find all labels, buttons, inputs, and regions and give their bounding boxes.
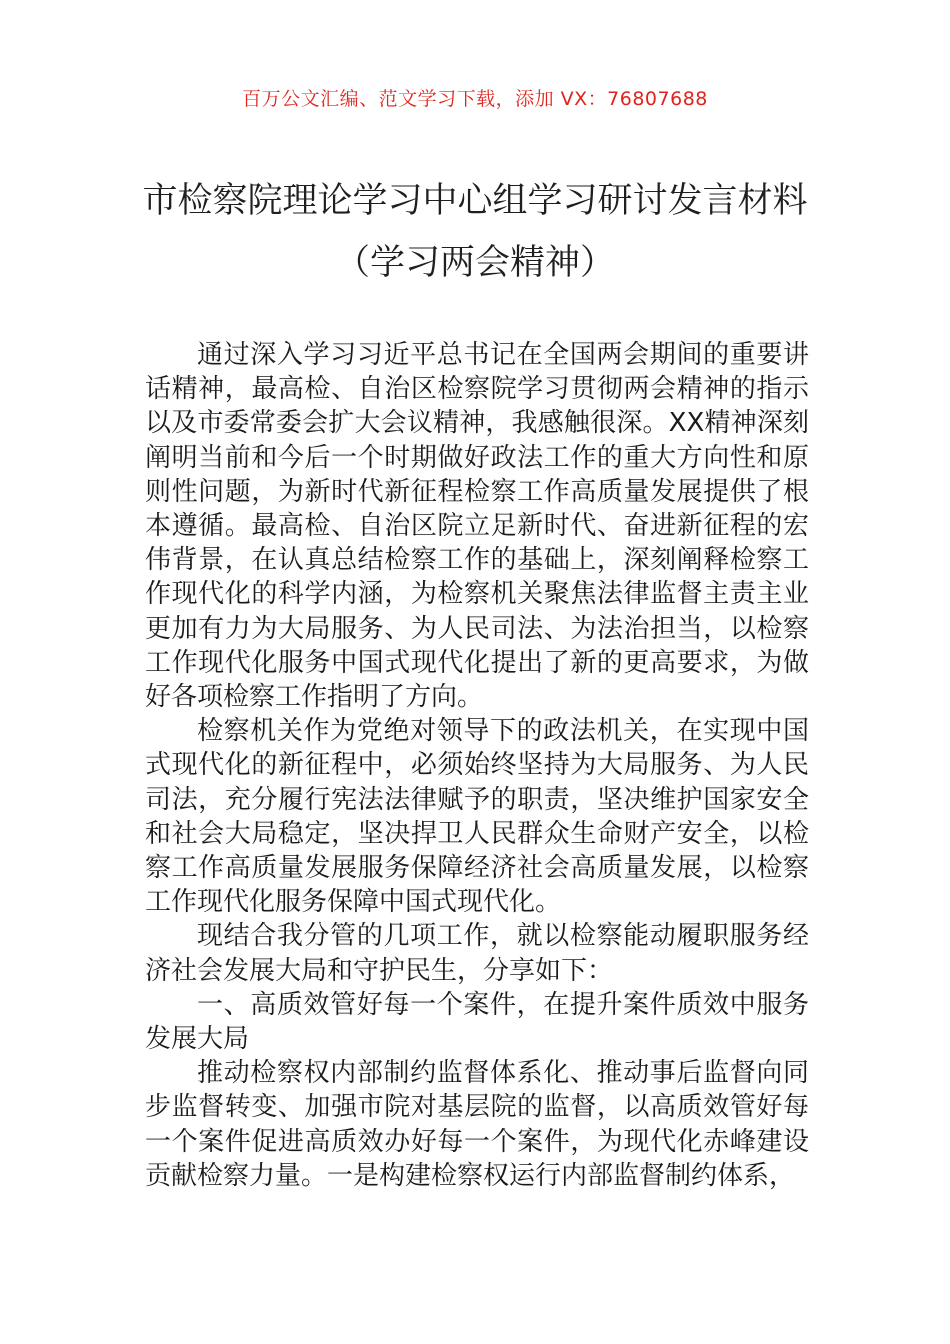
body-paragraph: 推动检察权内部制约监督体系化、推动事后监督向同步监督转变、加强市院对基层院的监督，以高质效管好每一个案件促进高质效办好每一个案件，为现代化赤峰建设贡献检察力量。一是构建检察权运行内部监督制约体系， <box>145 1058 809 1191</box>
body-paragraph: 现结合我分管的几项工作，就以检察能动履职服务经济社会发展大局和守护民生，分享如下： <box>145 921 809 986</box>
header-note: 百万公文汇编、范文学习下载，添加 VX：76807688 <box>242 88 708 110</box>
body-paragraph: 通过深入学习习近平总书记在全国两会期间的重要讲话精神，最高检、自治区检察院学习贯彻两会精神的指示以及市委常委会扩大会议精神，我感触很深。XX精神深刻阐明当前和今后一个时期做好政法工作的重大方向性和原则性问题，为新时代新征程检察工作高质量发展提供了根本遵循。最高检、自治区院立足新时代、奋进新征程的宏伟背景，在认真总结检察工作的基础上，深刻阐释检察工作现代化的科学内涵，为检察机关聚焦法律监督主责主业更加有力为大局服务、为人民司法、为法治担当，以检察工作现代化服务中国式现代化提出了新的更高要求，为做好各项检察工作指明了方向。 <box>145 340 809 713</box>
document-title: 市检察院理论学习中心组学习研讨发言材料（学习两会精神） <box>142 181 808 283</box>
document-body <box>145 338 809 1193</box>
body-paragraph: 检察机关作为党绝对领导下的政法机关，在实现中国式现代化的新征程中，必须始终坚持为大局服务、为人民司法，充分履行宪法法律赋予的职责，坚决维护国家安全和社会大局稳定，坚决捍卫人民群众生命财产安全，以检察工作高质量发展服务保障经济社会高质量发展，以检察工作现代化服务保障中国式现代化。 <box>145 716 809 918</box>
section-heading: 一、高质效管好每一个案件，在提升案件质效中服务发展大局 <box>145 989 809 1055</box>
